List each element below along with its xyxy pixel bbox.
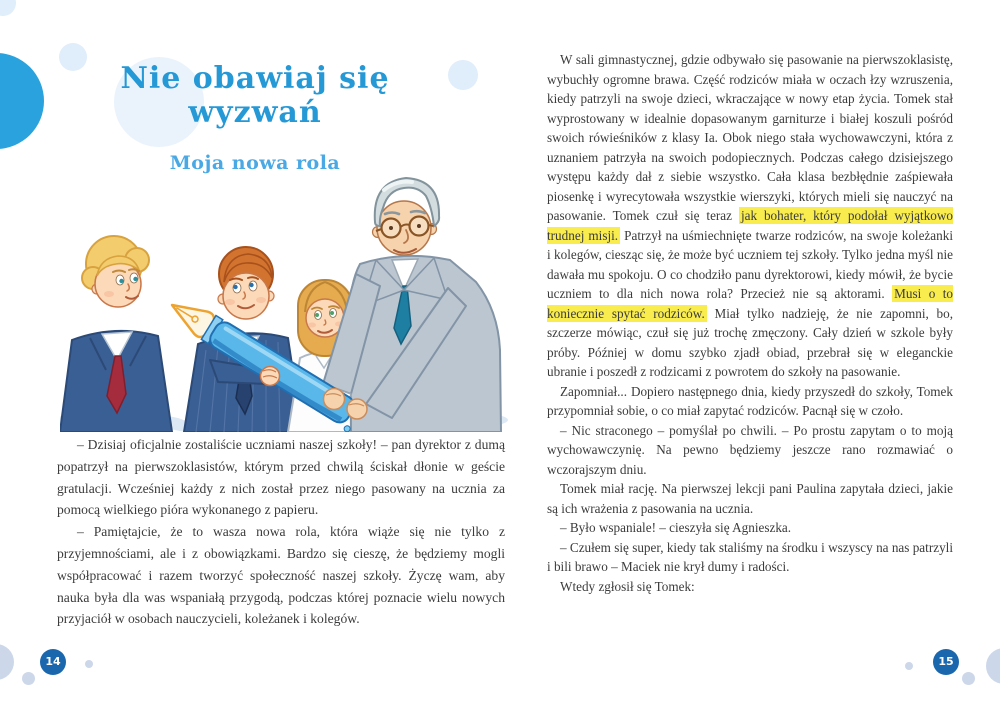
text-segment: Wtedy zgłosił się Tomek: bbox=[560, 578, 695, 594]
highlighted-text: Musi o to koniecznie spytać rodziców. bbox=[547, 286, 953, 321]
chapter-title-line1: Nie obawiaj się bbox=[120, 61, 390, 96]
text-segment: – Pamiętajcie, że to wasza nowa rola, która wiąże się nie tylko z przyjemnościami, ale i z obowiązkami. Bardzo się cieszę, że będziemy mogli współpracować i razem tworzyć społeczność naszej szkoły. Życzę wam, aby nauka była dla was wspaniałą przygodą, podczas której poznacie wielu nowych przyjaciół w osobach nauczycieli, koleżanek i kolegów. bbox=[57, 524, 505, 627]
paragraph bbox=[547, 421, 953, 480]
illustration-boy-blond bbox=[60, 236, 172, 432]
left-page-body-text bbox=[57, 434, 505, 630]
paragraph bbox=[547, 538, 953, 577]
paragraph bbox=[547, 577, 953, 597]
text-segment: Patrzył na uśmiechnięte twarze rodziców, na swoje koleżanki i kolegów, ciesząc się, że może być uczniem tej szkoły. Tylko jedna myśl nie dawała mu spokoju. O co chodziło panu dyrektorowi, kiedy mówił, że bycie uczniem to dla nich nowa rola? Przecież nie są aktorami. bbox=[547, 227, 953, 301]
decorative-circle bbox=[905, 662, 913, 670]
text-segment: Zapomniał... Dopiero następnego dnia, kiedy przyszedł do szkoły, Tomek przypomniał sobie, o co miał zapytać rodziców. Pacnął się w czoło. bbox=[547, 383, 953, 418]
paragraph bbox=[547, 479, 953, 518]
decorative-circle bbox=[0, 644, 14, 680]
text-segment: W sali gimnastycznej, gdzie odbywało się pasowanie na pierwszoklasistę, wybuchły ogromne brawa. Część rodziców miała w oczach łzy wzruszenia, kiedy patrzyli na swoje dzieci, wkraczające w nowy etap życia. Tomek stał wyprostowany w idealnie dopasowanym garniturze i białej koszuli pośród swoich rówieśników z klasy Ia. Obok niego stała wychowawczyni, która z uznaniem patrzyła na swoich podopiecznych. Podczas całego dzisiejszego występu każdy dał z siebie wszystko. Cała klasa bezbłędnie zaśpiewała piosenkę i wyrecytowała wszystkie wierszyki, których mieli się nauczyć na pasowanie. Tomek czuł się teraz bbox=[547, 52, 953, 223]
text-segment: Tomek miał rację. Na pierwszej lekcji pani Paulina zapytała dzieci, jakie są ich wrażenia z pasowania na ucznia. bbox=[547, 481, 953, 516]
chapter-title-line2: wyzwań bbox=[188, 95, 322, 130]
paragraph bbox=[547, 382, 953, 421]
decorative-circle bbox=[85, 660, 93, 668]
page-number-left: 14 bbox=[40, 649, 66, 675]
paragraph bbox=[547, 50, 953, 382]
paragraph bbox=[57, 434, 505, 521]
chapter-subtitle: Moja nowa rola bbox=[169, 152, 341, 174]
text-segment: Miał tylko nadzieję, że nie zapomni, bo, szczerze mówiąc, czuł się już trochę zmęczony. Cały dzień w szkole były próby. Później w domu szybko zjadł obiad, przebrał się w eleganckie ubranie i poszedł z rodzicami z powrotem do szkoły na pasowanie. bbox=[547, 305, 954, 379]
decorative-circle bbox=[0, 0, 16, 16]
decorative-circle bbox=[22, 672, 35, 685]
decorative-circle bbox=[962, 672, 975, 685]
paragraph bbox=[547, 518, 953, 538]
right-page-body-text bbox=[547, 50, 953, 596]
page-number-right: 15 bbox=[933, 649, 959, 675]
highlighted-text: jak bohater, który podołał wyjątkowo trudnej misji. bbox=[547, 208, 953, 243]
decorative-circle bbox=[986, 648, 1000, 684]
decorative-circle bbox=[0, 53, 44, 149]
text-segment: – Czułem się super, kiedy tak staliśmy na środku i wszyscy na nas patrzyli i bili brawo – Maciek nie krył dumy i radości. bbox=[547, 539, 953, 574]
chapter-title bbox=[55, 62, 455, 130]
text-segment: – Nic straconego – pomyślał po chwili. – Po prostu zapytam o to moją wychowawczynię. Na pewno będziemy jeszcze rano rozmawiać o wczorajszym dniu. bbox=[547, 422, 953, 477]
paragraph bbox=[57, 521, 505, 630]
text-segment: – Dzisiaj oficjalnie zostaliście uczniami naszej szkoły! – pan dyrektor z dumą popatrzył na pierwszoklasistów, którym przed chwilą ściskał dłonie w geście gratulacji. Wcześniej każdy z nich został przez niego pasowany na ucznia za pomocą wielkiego pióra wykonanego z papieru. bbox=[57, 437, 505, 518]
text-segment: – Było wspaniale! – cieszyła się Agnieszka. bbox=[560, 520, 792, 535]
story-illustration bbox=[60, 168, 512, 432]
